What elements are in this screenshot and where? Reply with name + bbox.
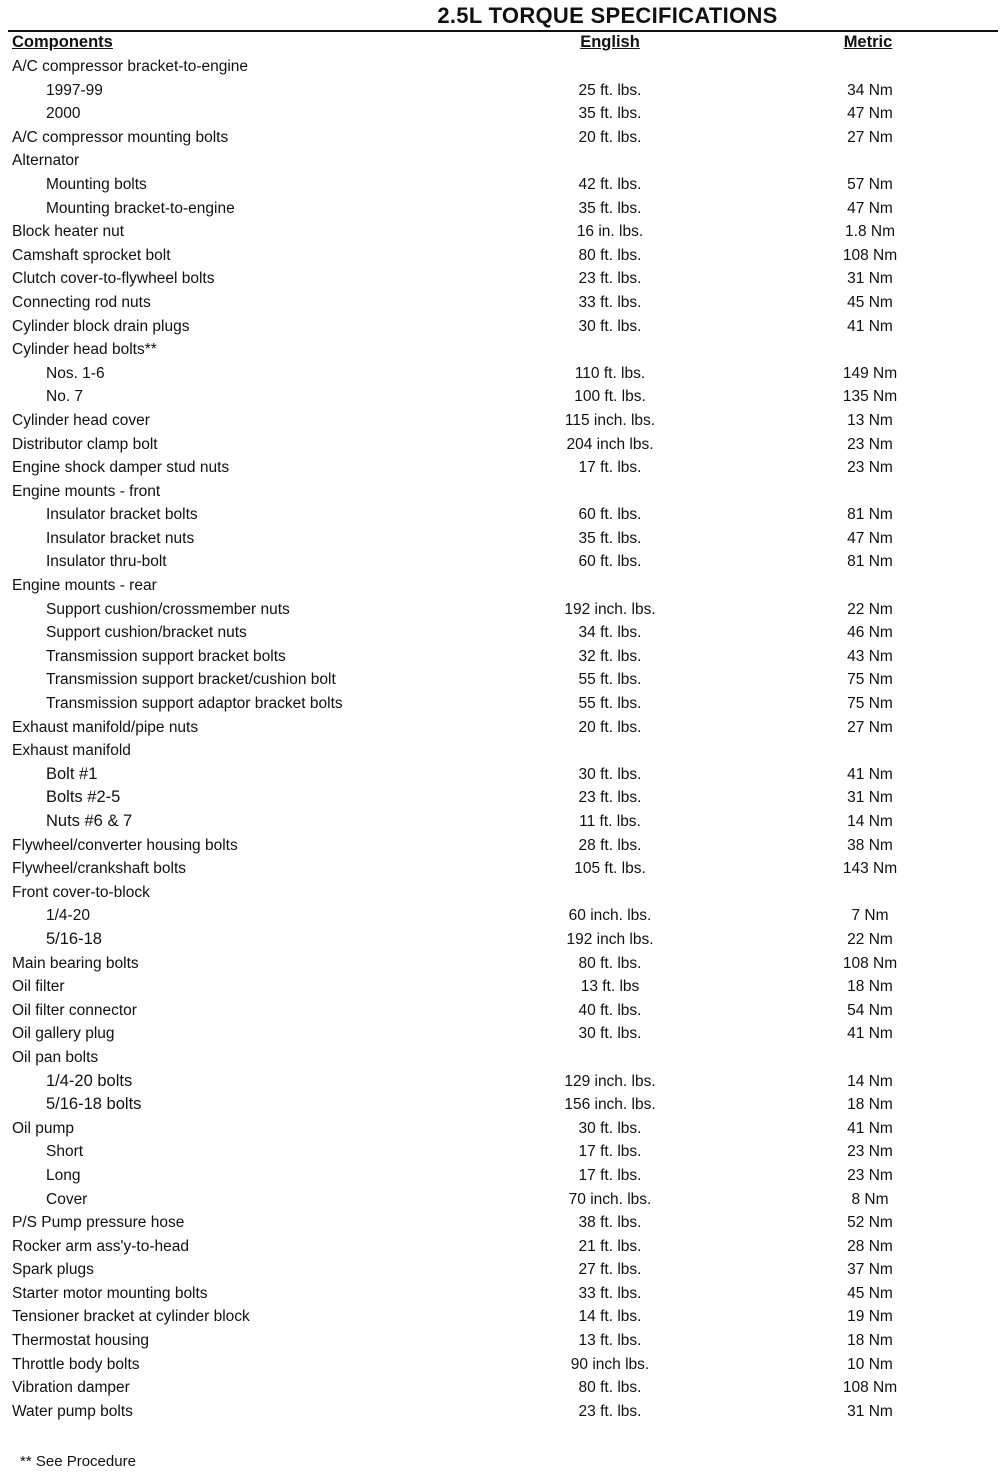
table-row xyxy=(0,904,1000,928)
table-row xyxy=(0,1046,1000,1070)
table-row xyxy=(0,716,1000,740)
english-cell: 30 ft. lbs. xyxy=(578,1025,642,1043)
table-row xyxy=(0,739,1000,763)
component-cell: Transmission support adaptor bracket bolts xyxy=(46,695,343,713)
table-row xyxy=(0,1211,1000,1235)
component-cell: Oil gallery plug xyxy=(12,1025,115,1043)
table-row xyxy=(0,1117,1000,1141)
component-cell: Cover xyxy=(46,1190,88,1208)
component-cell: Distributor clamp bolt xyxy=(12,435,158,453)
table-row xyxy=(0,126,1000,150)
table-row xyxy=(0,786,1000,810)
component-cell: Short xyxy=(46,1143,84,1161)
header-metric: Metric xyxy=(843,33,893,51)
metric-cell: 52 Nm xyxy=(847,1214,893,1232)
metric-cell: 14 Nm xyxy=(847,813,893,830)
component-cell: Insulator bracket nuts xyxy=(46,529,195,547)
title-underline xyxy=(8,30,998,32)
component-cell: Oil pump xyxy=(12,1119,75,1137)
table-row xyxy=(0,338,1000,362)
english-cell: 30 ft. lbs. xyxy=(578,765,642,783)
english-cell: 204 inch lbs. xyxy=(566,435,654,453)
table-row xyxy=(0,621,1000,645)
metric-cell: 23 Nm xyxy=(847,1166,893,1184)
english-cell: 110 ft. lbs. xyxy=(574,364,646,382)
metric-cell: 31 Nm xyxy=(847,1402,893,1420)
english-cell: 17 ft. lbs. xyxy=(578,1166,642,1184)
component-cell: Vibration damper xyxy=(12,1379,130,1397)
table-row xyxy=(0,952,1000,976)
metric-cell: 45 Nm xyxy=(847,293,893,311)
component-cell: Block heater nut xyxy=(12,223,125,241)
table-row xyxy=(0,480,1000,504)
component-cell: Support cushion/bracket nuts xyxy=(46,624,247,642)
component-cell: Bolts #2-5 xyxy=(46,788,121,807)
english-cell: 60 ft. lbs. xyxy=(578,553,642,571)
metric-cell: 47 Nm xyxy=(847,105,893,123)
table-row xyxy=(0,1282,1000,1306)
metric-cell: 23 Nm xyxy=(847,435,893,453)
table-row xyxy=(0,668,1000,692)
metric-cell: 8 Nm xyxy=(851,1190,889,1208)
component-cell: Exhaust manifold xyxy=(12,742,131,760)
component-cell: Starter motor mounting bolts xyxy=(12,1284,208,1302)
table-row xyxy=(0,149,1000,173)
metric-cell: 13 Nm xyxy=(847,411,893,429)
page-title: 2.5L TORQUE SPECIFICATIONS xyxy=(437,3,778,28)
metric-cell: 54 Nm xyxy=(847,1001,893,1019)
component-cell: 5/16-18 bolts xyxy=(46,1095,142,1114)
component-cell: Spark plugs xyxy=(12,1261,94,1279)
english-cell: 115 inch. lbs. xyxy=(564,411,656,429)
component-cell: Thermostat housing xyxy=(12,1332,149,1350)
metric-cell: 75 Nm xyxy=(847,671,893,689)
english-cell: 35 ft. lbs. xyxy=(578,529,642,547)
table-row xyxy=(0,385,1000,409)
table-row xyxy=(0,975,1000,999)
english-cell: 21 ft. lbs. xyxy=(578,1237,642,1255)
english-cell: 60 inch. lbs. xyxy=(568,907,652,925)
table-row xyxy=(0,928,1000,952)
table-row xyxy=(0,1022,1000,1046)
metric-cell: 81 Nm xyxy=(847,553,893,571)
english-cell: 129 inch. lbs. xyxy=(564,1072,656,1090)
metric-cell: 18 Nm xyxy=(847,1096,893,1114)
english-cell: 23 ft. lbs. xyxy=(578,1402,642,1420)
table-row xyxy=(0,291,1000,315)
table-row xyxy=(0,810,1000,834)
metric-cell: 143 Nm xyxy=(842,860,898,878)
metric-cell: 18 Nm xyxy=(847,978,893,996)
english-cell: 35 ft. lbs. xyxy=(578,105,642,123)
english-cell: 70 inch. lbs. xyxy=(568,1190,652,1208)
component-cell: A/C compressor bracket-to-engine xyxy=(12,58,249,75)
table-header xyxy=(0,33,1000,53)
english-cell: 25 ft. lbs. xyxy=(578,81,642,99)
english-cell: 192 inch. lbs. xyxy=(564,600,656,618)
table-row xyxy=(0,1093,1000,1117)
component-cell: No. 7 xyxy=(46,388,84,406)
metric-cell: 43 Nm xyxy=(847,647,893,665)
metric-cell: 108 Nm xyxy=(842,954,898,972)
table-row xyxy=(0,220,1000,244)
metric-cell: 19 Nm xyxy=(847,1308,893,1326)
table-row xyxy=(0,173,1000,197)
table-row xyxy=(0,1140,1000,1164)
metric-cell: 38 Nm xyxy=(847,836,893,854)
english-cell: 156 inch. lbs. xyxy=(564,1096,656,1114)
table-row xyxy=(0,999,1000,1023)
table-row xyxy=(0,409,1000,433)
component-cell: P/S Pump pressure hose xyxy=(12,1214,185,1232)
torque-table xyxy=(0,55,1000,1423)
component-cell: Tensioner bracket at cylinder block xyxy=(12,1308,250,1326)
component-cell: Mounting bolts xyxy=(46,175,147,193)
component-cell: Bolt #1 xyxy=(46,764,98,783)
metric-cell: 37 Nm xyxy=(847,1261,893,1279)
english-cell: 55 ft. lbs. xyxy=(578,671,642,689)
table-row xyxy=(0,857,1000,881)
english-cell: 55 ft. lbs. xyxy=(578,695,642,713)
table-row xyxy=(0,362,1000,386)
component-cell: Main bearing bolts xyxy=(12,954,139,972)
table-row xyxy=(0,763,1000,787)
english-cell: 32 ft. lbs. xyxy=(578,647,642,665)
table-row xyxy=(0,1305,1000,1329)
table-row xyxy=(0,645,1000,669)
english-cell: 30 ft. lbs. xyxy=(578,317,642,335)
header-english: English xyxy=(580,33,640,51)
english-cell: 90 inch lbs. xyxy=(570,1355,650,1373)
table-row xyxy=(0,1400,1000,1424)
table-row xyxy=(0,503,1000,527)
component-cell: Camshaft sprocket bolt xyxy=(12,246,171,264)
table-row xyxy=(0,1188,1000,1212)
english-cell: 100 ft. lbs. xyxy=(574,388,646,406)
metric-cell: 28 Nm xyxy=(847,1237,893,1255)
table-row xyxy=(0,574,1000,598)
component-cell: Support cushion/crossmember nuts xyxy=(46,600,290,618)
english-cell: 33 ft. lbs. xyxy=(578,1284,642,1302)
component-cell: A/C compressor mounting bolts xyxy=(12,128,229,146)
component-cell: 1/4-20 bolts xyxy=(46,1071,133,1090)
table-row xyxy=(0,1329,1000,1353)
metric-cell: 27 Nm xyxy=(847,128,893,146)
metric-cell: 135 Nm xyxy=(842,388,898,406)
table-row xyxy=(0,1235,1000,1259)
metric-cell: 23 Nm xyxy=(847,1143,893,1161)
metric-cell: 46 Nm xyxy=(847,624,893,642)
footnote: ** See Procedure xyxy=(20,1453,136,1470)
metric-cell: 1.8 Nm xyxy=(845,223,895,241)
component-cell: Clutch cover-to-flywheel bolts xyxy=(12,270,215,288)
component-cell: Oil pan bolts xyxy=(12,1048,99,1066)
component-cell: Engine mounts - front xyxy=(12,482,161,500)
component-cell: Engine mounts - rear xyxy=(12,577,157,595)
table-row xyxy=(0,315,1000,339)
table-row xyxy=(0,197,1000,221)
metric-cell: 41 Nm xyxy=(847,1119,893,1137)
component-cell: Insulator bracket bolts xyxy=(46,506,198,524)
english-cell: 14 ft. lbs. xyxy=(578,1308,642,1326)
english-cell: 40 ft. lbs. xyxy=(578,1001,642,1019)
component-cell: 1/4-20 xyxy=(46,907,90,925)
english-cell: 33 ft. lbs. xyxy=(578,293,642,311)
metric-cell: 27 Nm xyxy=(847,718,893,736)
metric-cell: 149 Nm xyxy=(842,364,898,382)
component-cell: Throttle body bolts xyxy=(12,1355,140,1373)
table-row xyxy=(0,1376,1000,1400)
component-cell: Nuts #6 & 7 xyxy=(46,812,133,830)
english-cell: 35 ft. lbs. xyxy=(578,199,642,217)
english-cell: 192 inch lbs. xyxy=(566,930,654,948)
english-cell: 13 ft. lbs. xyxy=(578,1332,642,1350)
english-cell: 17 ft. lbs. xyxy=(578,1143,642,1161)
component-cell: Flywheel/converter housing bolts xyxy=(12,836,238,854)
metric-cell: 41 Nm xyxy=(847,765,893,783)
component-cell: Engine shock damper stud nuts xyxy=(12,459,230,477)
component-cell: Mounting bracket-to-engine xyxy=(46,199,235,217)
component-cell: Transmission support bracket bolts xyxy=(46,647,286,665)
english-cell: 20 ft. lbs. xyxy=(578,128,642,146)
component-cell: Exhaust manifold/pipe nuts xyxy=(12,718,199,736)
component-cell: 2000 xyxy=(46,105,81,123)
metric-cell: 108 Nm xyxy=(842,246,898,264)
component-cell: Oil filter xyxy=(12,978,65,996)
metric-cell: 18 Nm xyxy=(847,1332,893,1350)
metric-cell: 108 Nm xyxy=(842,1379,898,1397)
table-row xyxy=(0,102,1000,126)
english-cell: 30 ft. lbs. xyxy=(578,1119,642,1137)
component-cell: Nos. 1-6 xyxy=(46,364,105,382)
english-cell: 16 in. lbs. xyxy=(576,223,644,241)
component-cell: 1997-99 xyxy=(46,81,103,99)
english-cell: 23 ft. lbs. xyxy=(578,270,642,288)
component-cell: Transmission support bracket/cushion bolt xyxy=(46,671,336,689)
component-cell: 5/16-18 xyxy=(46,929,102,948)
table-row xyxy=(0,1070,1000,1094)
table-row xyxy=(0,881,1000,905)
metric-cell: 23 Nm xyxy=(847,459,893,477)
english-cell: 28 ft. lbs. xyxy=(578,836,642,854)
table-row xyxy=(0,692,1000,716)
metric-cell: 10 Nm xyxy=(847,1355,893,1373)
component-cell: Rocker arm ass'y-to-head xyxy=(12,1237,189,1255)
table-row xyxy=(0,244,1000,268)
metric-cell: 81 Nm xyxy=(847,506,893,524)
table-row xyxy=(0,834,1000,858)
metric-cell: 45 Nm xyxy=(847,1284,893,1302)
english-cell: 11 ft. lbs. xyxy=(579,813,641,830)
english-cell: 38 ft. lbs. xyxy=(578,1214,642,1232)
english-cell: 42 ft. lbs. xyxy=(578,175,642,193)
english-cell: 80 ft. lbs. xyxy=(578,954,642,972)
table-row xyxy=(0,1353,1000,1377)
metric-cell: 34 Nm xyxy=(847,81,893,99)
component-cell: Flywheel/crankshaft bolts xyxy=(12,860,187,878)
metric-cell: 47 Nm xyxy=(847,529,893,547)
english-cell: 13 ft. lbs xyxy=(580,978,640,996)
metric-cell: 41 Nm xyxy=(847,317,893,335)
english-cell: 27 ft. lbs. xyxy=(578,1261,642,1279)
table-row xyxy=(0,55,1000,79)
english-cell: 34 ft. lbs. xyxy=(578,624,642,642)
component-cell: Insulator thru-bolt xyxy=(46,553,167,571)
metric-cell: 31 Nm xyxy=(847,789,893,807)
english-cell: 23 ft. lbs. xyxy=(578,789,642,807)
metric-cell: 14 Nm xyxy=(847,1072,893,1090)
table-row xyxy=(0,527,1000,551)
metric-cell: 41 Nm xyxy=(847,1025,893,1043)
english-cell: 105 ft. lbs. xyxy=(574,860,646,878)
metric-cell: 31 Nm xyxy=(847,270,893,288)
component-cell: Oil filter connector xyxy=(12,1001,137,1019)
component-cell: Cylinder block drain plugs xyxy=(12,317,190,335)
table-row xyxy=(0,1164,1000,1188)
table-row xyxy=(0,550,1000,574)
component-cell: Cylinder head bolts** xyxy=(12,341,157,359)
english-cell: 17 ft. lbs. xyxy=(578,459,642,477)
english-cell: 20 ft. lbs. xyxy=(578,718,642,736)
table-row xyxy=(0,598,1000,622)
table-row xyxy=(0,1258,1000,1282)
table-row xyxy=(0,267,1000,291)
english-cell: 80 ft. lbs. xyxy=(578,246,642,264)
english-cell: 80 ft. lbs. xyxy=(578,1379,642,1397)
english-cell: 60 ft. lbs. xyxy=(578,506,642,524)
metric-cell: 7 Nm xyxy=(851,907,889,925)
metric-cell: 22 Nm xyxy=(847,930,893,948)
header-components: Components xyxy=(12,33,113,51)
component-cell: Connecting rod nuts xyxy=(12,293,151,311)
metric-cell: 75 Nm xyxy=(847,695,893,713)
table-row xyxy=(0,456,1000,480)
table-row xyxy=(0,433,1000,457)
component-cell: Water pump bolts xyxy=(12,1402,133,1420)
metric-cell: 47 Nm xyxy=(847,199,893,217)
table-row xyxy=(0,79,1000,103)
metric-cell: 57 Nm xyxy=(847,175,893,193)
component-cell: Alternator xyxy=(12,152,80,170)
component-cell: Front cover-to-block xyxy=(12,883,150,901)
component-cell: Cylinder head cover xyxy=(12,411,150,429)
component-cell: Long xyxy=(46,1166,81,1184)
metric-cell: 22 Nm xyxy=(847,600,893,618)
